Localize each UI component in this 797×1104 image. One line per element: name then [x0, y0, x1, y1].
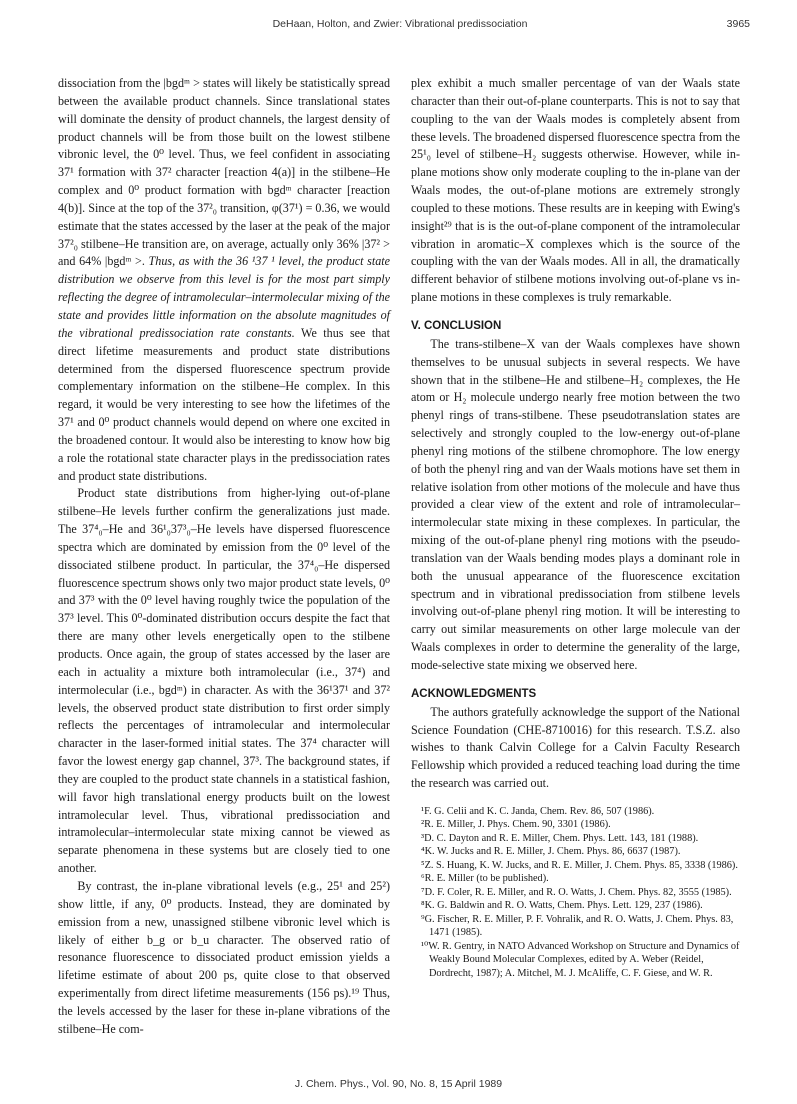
left-column [58, 75, 390, 1039]
reference-item: ⁸K. G. Baldwin and R. O. Watts, Chem. Phys. Lett. 129, 237 (1986). [421, 900, 703, 912]
reference-item: ⁴K. W. Jucks and R. E. Miller, J. Chem. Phys. 86, 6637 (1987). [421, 846, 681, 858]
reference-item: ³D. C. Dayton and R. E. Miller, Chem. Phys. Lett. 143, 181 (1988). [421, 832, 699, 844]
reference-item: ⁷D. F. Coler, R. E. Miller, and R. O. Watts, J. Chem. Phys. 82, 3555 (1985). [421, 886, 732, 898]
paragraph-continued [58, 75, 390, 485]
paragraph-acknowledgments: The authors gratefully acknowledge the support of the National Science Foundation (CHE-8710016) for this research. T.S.Z. also wishes to thank Calvin College for a Calvin Faculty Research Fellowship which provided a reduced teaching load during the time the research was carried out. [411, 704, 740, 791]
journal-footer: J. Chem. Phys., Vol. 90, No. 8, 15 April 1989 [294, 1078, 503, 1090]
reference-item: ⁹G. Fischer, R. E. Miller, P. F. Vohralik, and R. O. Watts, J. Chem. Phys. 83, 1471 (1985). [421, 913, 734, 939]
paragraph: By contrast, the in-plane vibrational levels (e.g., 25¹ and 25²) show little, if any, 0⁰ products. Instead, they are dominated by emission from a new, unassigned stilbene vibronic level which is likely of either b_g or b_u character. The observed ratio of resonance fluorescence to dissociated product emission yields a lifetime estimate of about 200 ps, quite close to that observed experimentally from direct lifetime measurements (156 ps).¹⁹ Thus, the levels accessed by the laser for these in-plane vibrations of the stilbene–He com- [58, 878, 390, 1036]
paragraph: Product state distributions from higher-lying out-of-plane stilbene–He levels further confirm the generalizations just made. The 37⁴₀–He and 36¹₀37³₀–He levels have dispersed fluorescence spectra which are dominated by emission from the 0⁰ level of the dissociated stilbene product. In particular, the 37⁴₀–He dispersed fluorescence spectrum shows only two major product state levels, 0⁰ and 37³ with the 0⁰ level having roughly twice the population of the 37³ level. This 0⁰-dominated distribution occurs despite the fact that there are many other levels energetically open to the stilbene products. Once again, the group of states accessed by the laser are each in actuality a mixture both intramolecular (i.e., 37⁴) and intermolecular (i.e., bgdᵐ) in character. As with the 36¹37¹ and 37² levels, the observed product state distribution to first order simply reflects the percentages of intramolecular and intermolecular character in the laser-formed initial states. The 37⁴ character will favor the lowest energy gap channel, 37³. The background states, if they are coupled to the product state channels in a statistical fashion, will favor high translational energy products built on the lowest intramolecular level. Thus, vibrational predissociation and intramolecular–intermolecular state mixing cannot be viewed as separate phenomena in these systems but are closely tied to one another. [58, 486, 390, 876]
paragraph-text: dissociation from the |bgdᵐ > states will likely be statistically spread between the available product channels. Since translational states will dominate the density of product channels, the largest density of product channels will be from those built on the lowest stilbene vibronic level, the 0⁰ level. Thus, we feel confident in associating 37¹ formation with 37² character [reaction 4(a)] in the stilbene–He complex and 0⁰ product formation with bgdᵐ character [reaction 4(b)]. Since at the top of the 37²₀ transition, φ(37¹) = 0.36, we would estimate that the states accessed by the laser at the peak of the major 37²₀ stilbene–He transition are, on average, actually only 36% |37² > and 64% |bgdᵐ >. [58, 76, 390, 269]
section-heading-conclusion: V. CONCLUSION [411, 319, 502, 332]
reference-item: ²R. E. Miller, J. Phys. Chem. 90, 3301 (1986). [421, 819, 611, 831]
reference-list [411, 805, 740, 981]
page-number: 3965 [726, 18, 750, 30]
paragraph: plex exhibit a much smaller percentage of van der Waals state character than their out-of-plane counterparts. This is not to say that coupling to the van der Waals modes is completely absent from these levels. The broadened dispersed fluorescence spectra from the 25¹₀ level of stilbene–H₂ suggests otherwise. However, while in-plane motions show only moderate coupling to the in-plane van der Waals modes, the out-of-plane motions are extremely strongly coupled to these motions. These results are in keeping with Ewing's insight²⁹ that is is the out-of-plane component of the intramolecular vibration in aromatic–X complexes which is the source of the coupling with the van der Waals modes. All in all, the dramatically different behavior of stilbene motions involving out-of-plane vs in-plane motions in these complexes is truly remarkable. [411, 76, 740, 305]
reference-item: ⁵Z. S. Huang, K. W. Jucks, and R. E. Miller, J. Chem. Phys. 85, 3338 (1986). [421, 859, 738, 871]
reference-item: ¹F. G. Celii and K. C. Janda, Chem. Rev. 86, 507 (1986). [421, 805, 655, 817]
section-heading-acknowledgments: ACKNOWLEDGMENTS [411, 687, 537, 700]
italic-statement: Thus, as with the 36 ¹37 ¹ level, the product state distribution we observe from this level is for the most part simply reflecting the degree of intramolecular–intermolecular mixing of the state and provides little information on the absolute magnitudes of the vibrational predissociation rate constants. [58, 254, 390, 340]
reference-item: ⁶R. E. Miller (to be published). [421, 873, 549, 885]
running-header [50, 18, 750, 36]
right-column [411, 75, 740, 980]
paragraph-text: We thus see that direct lifetime measurements and product state distributions determined from the dispersed fluorescence spectrum provide complementary information on the stilbene–He complex. In this regard, it would be very interesting to see how the lifetimes of the 37¹ and 0⁰ product channels would depend on where one excited in the broadened contour. It would also be interesting to know how big a role the rotational state character plays in the predissociation rates and product state distributions. [58, 325, 390, 483]
reference-item: ¹⁰W. R. Gentry, in NATO Advanced Workshop on Structure and Dynamics of Weakly Bound Molecular Complexes, edited by A. Weber (Reidel, Dordrecht, 1987); A. Mitchel, M. J. McAliffe, C. F. Giese, and W. R. [421, 940, 740, 979]
paragraph-conclusion: The trans-stilbene–X van der Waals complexes have shown themselves to be unusual subjects in several respects. We have shown that in the stilbene–He and stilbene–H₂ complexes, the He atom or H₂ molecule undergo nearly free motion between the two phenyl rings of trans-stilbene. These pseudotranslation states are selectively and strongly coupled to the low-energy out-of-plane phenyl ring motions of the stilbene chromophore. The low energy of both the phenyl ring and van der Waals motions have set them in relative isolation from other motions of the molecule and have thus provided a clear view of the extent and role of intramolecular–intermolecular state mixing in these complexes. In particular, the mixing of the out-of-plane phenyl ring motions with the pseudo-translation van der Waals bending modes plays a dominant role in both the unusual appearance of the fluorescence excitation spectrum and in vibrational predissociation from stilbene levels involving out-of-plane phenyl ring motion. It will be interesting to carry out similar measurements on other large molecule van der Waals complexes in order to determine the generality of the large, mode-selective state mixing we observed here. [411, 336, 740, 672]
running-head: DeHaan, Holton, and Zwier: Vibrational predissociation [272, 18, 528, 30]
